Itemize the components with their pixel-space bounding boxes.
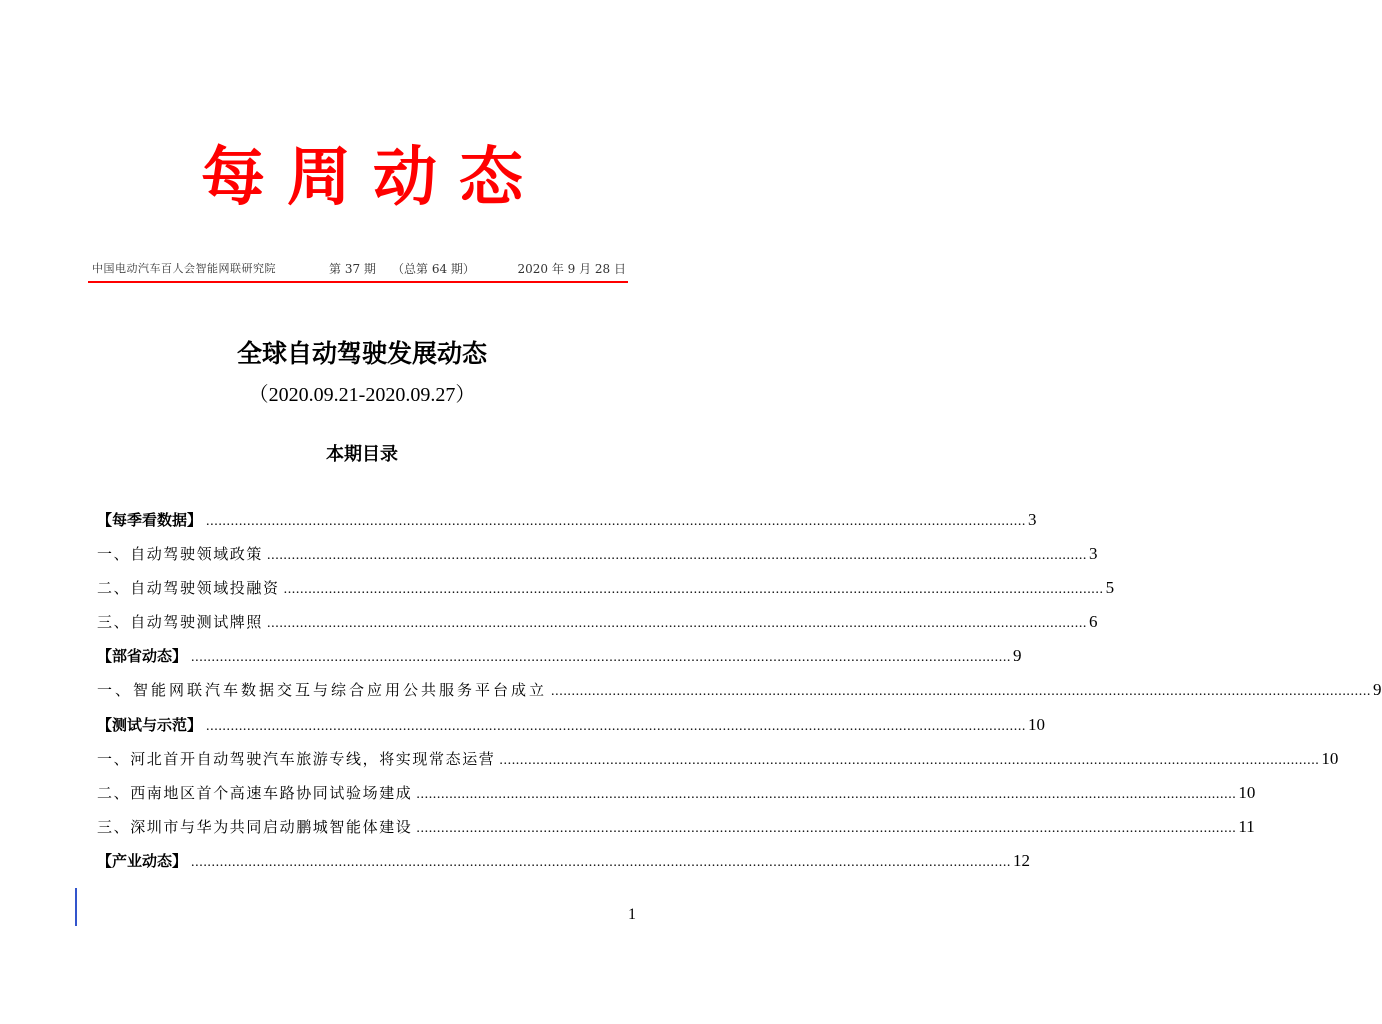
issue-number: 第 37 期	[329, 262, 376, 276]
toc-entry-page: 11	[1238, 816, 1255, 836]
toc-dot-leader: ........................................................................................................................................................................................................	[551, 684, 1372, 700]
margin-marker	[75, 888, 77, 926]
toc-entry[interactable]	[97, 506, 1037, 540]
issue-date: 2020 年 9 月 28 日	[517, 262, 626, 276]
issue-total-number: （总第 64 期）	[392, 262, 475, 276]
toc-entry-page: 9	[1373, 680, 1382, 700]
toc-entry[interactable]	[97, 847, 1031, 881]
toc-dot-leader: ........................................................................................................................................................................................................	[267, 548, 1088, 564]
toc-entry[interactable]	[97, 642, 1022, 676]
toc-entry-label: 一、自动驾驶领域政策	[97, 545, 264, 564]
toc-entry-label: 一、河北首开自动驾驶汽车旅游专线，将实现常态运营	[97, 749, 496, 768]
toc-entry-page: 9	[1013, 646, 1022, 666]
toc-entry-page: 3	[1089, 544, 1098, 564]
toc-entry-page: 12	[1013, 850, 1031, 870]
toc-dot-leader: ........................................................................................................................................................................................................	[191, 650, 1012, 666]
toc-entry[interactable]	[97, 711, 1046, 745]
toc-entry-label: 一、智能网联汽车数据交互与综合应用公共服务平台成立	[97, 681, 548, 700]
toc-dot-leader: ........................................................................................................................................................................................................	[206, 514, 1027, 529]
toc-entry-label: 【每季看数据】	[97, 511, 203, 529]
toc-entry-label: 三、深圳市与华为共同启动鹏城智能体建设	[97, 817, 413, 836]
toc-entry-page: 10	[1238, 782, 1256, 802]
toc-entry[interactable]	[97, 608, 1098, 642]
issue-info-line	[92, 259, 630, 279]
toc-dot-leader: ........................................................................................................................................................................................................	[283, 582, 1104, 598]
date-range: （2020.09.21-2020.09.27）	[248, 384, 476, 406]
toc-entry-label: 三、自动驾驶测试牌照	[97, 613, 264, 632]
toc-entry-page: 5	[1105, 578, 1115, 598]
toc-entry[interactable]	[97, 540, 1098, 574]
document-title: 全球自动驾驶发展动态	[236, 339, 487, 368]
toc-entry[interactable]	[97, 779, 1256, 813]
toc-entry-label: 【产业动态】	[97, 851, 188, 870]
toc-entry-label: 二、西南地区首个高速车路协同试验场建成	[97, 783, 413, 802]
toc-heading: 本期目录	[326, 444, 398, 465]
toc-entry[interactable]	[97, 745, 1339, 779]
toc-entry-label: 二、自动驾驶领域投融资	[97, 579, 280, 598]
masthead-title: 每周动态	[201, 140, 545, 215]
toc-entry-page: 6	[1089, 612, 1098, 632]
toc-entry[interactable]	[97, 574, 1115, 608]
toc-dot-leader: ........................................................................................................................................................................................................	[191, 854, 1012, 870]
toc-dot-leader: ........................................................................................................................................................................................................	[499, 752, 1320, 768]
toc-dot-leader: ........................................................................................................................................................................................................	[206, 718, 1027, 734]
table-of-contents	[97, 506, 1382, 881]
toc-dot-leader: ........................................................................................................................................................................................................	[267, 616, 1088, 632]
toc-entry[interactable]	[97, 813, 1255, 847]
toc-entry-label: 【部省动态】	[97, 647, 188, 666]
toc-dot-leader: ........................................................................................................................................................................................................	[416, 820, 1237, 836]
toc-entry-label: 【测试与示范】	[97, 715, 203, 734]
issuing-organization: 中国电动汽车百人会智能网联研究院	[92, 262, 276, 275]
header-divider	[88, 281, 628, 283]
toc-dot-leader: ........................................................................................................................................................................................................	[416, 786, 1237, 802]
toc-entry-page: 10	[1028, 714, 1046, 734]
toc-entry[interactable]	[97, 676, 1382, 710]
toc-entry-page: 3	[1028, 510, 1037, 529]
toc-entry-page: 10	[1321, 748, 1339, 768]
page-number: 1	[628, 906, 636, 923]
